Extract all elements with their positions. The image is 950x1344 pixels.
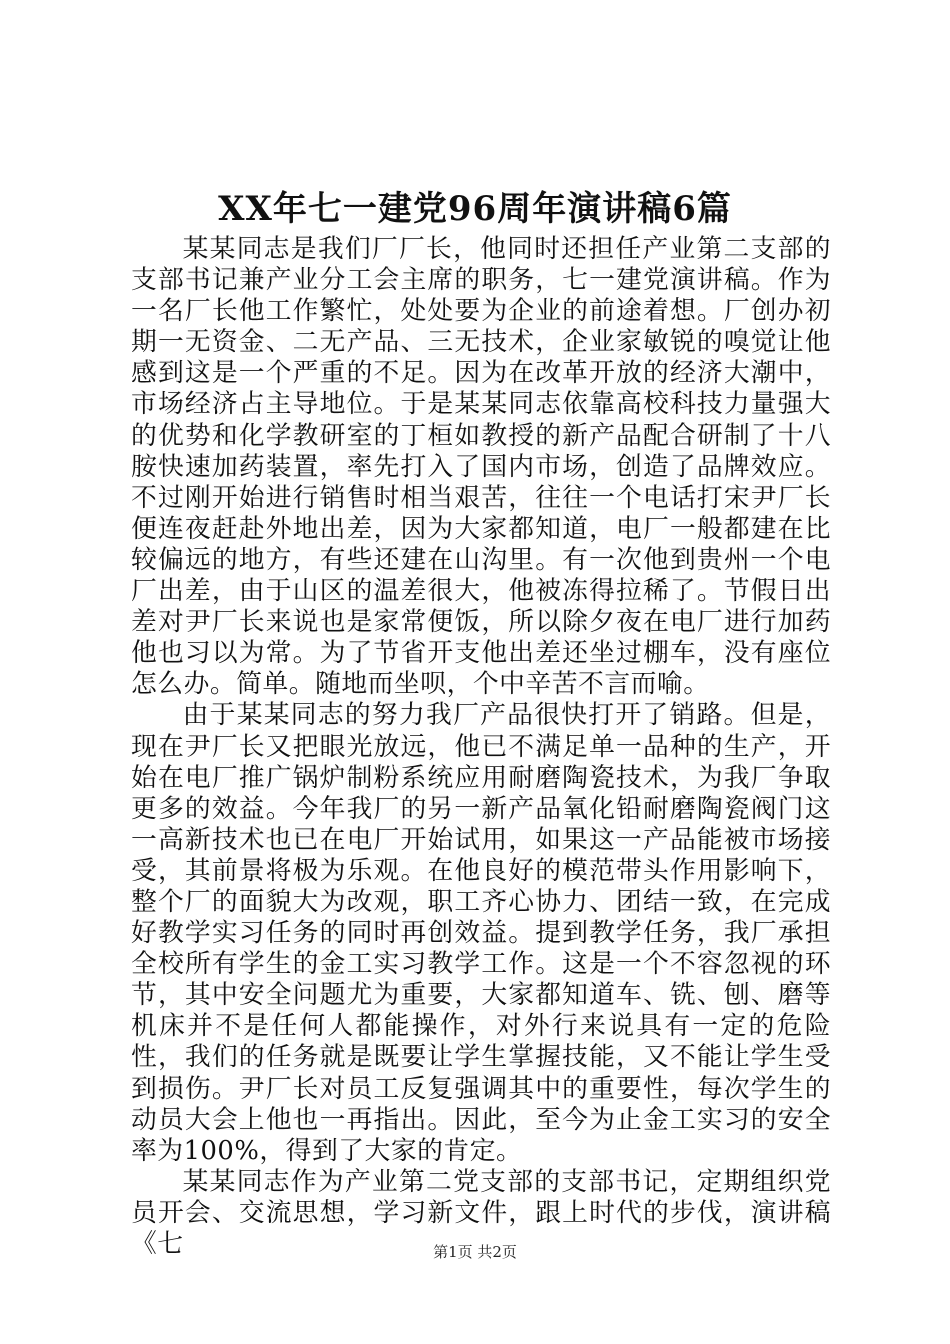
page-footer: 第1页 共2页: [433, 1243, 517, 1261]
paragraph-3: 某某同志作为产业第二党支部的支部书记，定期组织党员开会、交流思想，学习新文件，跟上时代的步伐，演讲稿《七: [131, 1166, 831, 1259]
paragraph-2: 由于某某同志的努力我厂产品很快打开了销路。但是，现在尹厂长又把眼光放远，他已不满足单一品种的生产，开始在电厂推广锅炉制粉系统应用耐磨陶瓷技术，为我厂争取更多的效益。今年我厂的另一新产品氧化铅耐磨陶瓷阀门这一高新技术也已在电厂开始试用，如果这一产品能被市场接受，其前景将极为乐观。在他良好的模范带头作用影响下，整个厂的面貌大为改观，职工齐心协力、团结一致，在完成好教学实习任务的同时再创效益。提到教学任务，我厂承担全校所有学生的金工实习教学工作。这是一个不容忽视的环节，其中安全问题尤为重要，大家都知道车、铣、刨、磨等机床并不是任何人都能操作，对外行来说具有一定的危险性，我们的任务就是既要让学生掌握技能，又不能让学生受到损伤。尹厂长对员工反复强调其中的重要性，每次学生的动员大会上他也一再指出。因此，至今为止金工实习的安全率为100%，得到了大家的肯定。: [131, 700, 831, 1166]
paragraph-1: 某某同志是我们厂厂长，他同时还担任产业第二支部的支部书记兼产业分工会主席的职务，七一建党演讲稿。作为一名厂长他工作繁忙，处处要为企业的前途着想。厂创办初期一无资金、二无产品、三无技术，企业家敏锐的嗅觉让他感到这是一个严重的不足。因为在改革开放的经济大潮中，市场经济占主导地位。于是某某同志依靠高校科技力量强大的优势和化学教研室的丁桓如教授的新产品配合研制了十八胺快速加药装置，率先打入了国内市场，创造了品牌效应。不过刚开始进行销售时相当艰苦，往往一个电话打宋尹厂长便连夜赶赴外地出差，因为大家都知道，电厂一般都建在比较偏远的地方，有些还建在山沟里。有一次他到贵州一个电厂出差，由于山区的温差很大，他被冻得拉稀了。节假日出差对尹厂长来说也是家常便饭，所以除夕夜在电厂进行加药他也习以为常。为了节省开支他出差还坐过棚车，没有座位怎么办。简单。随地而坐呗，个中辛苦不言而喻。: [131, 234, 831, 700]
document-title: XX年七一建党96周年演讲稿6篇: [218, 189, 732, 229]
document-body: [131, 234, 831, 1260]
